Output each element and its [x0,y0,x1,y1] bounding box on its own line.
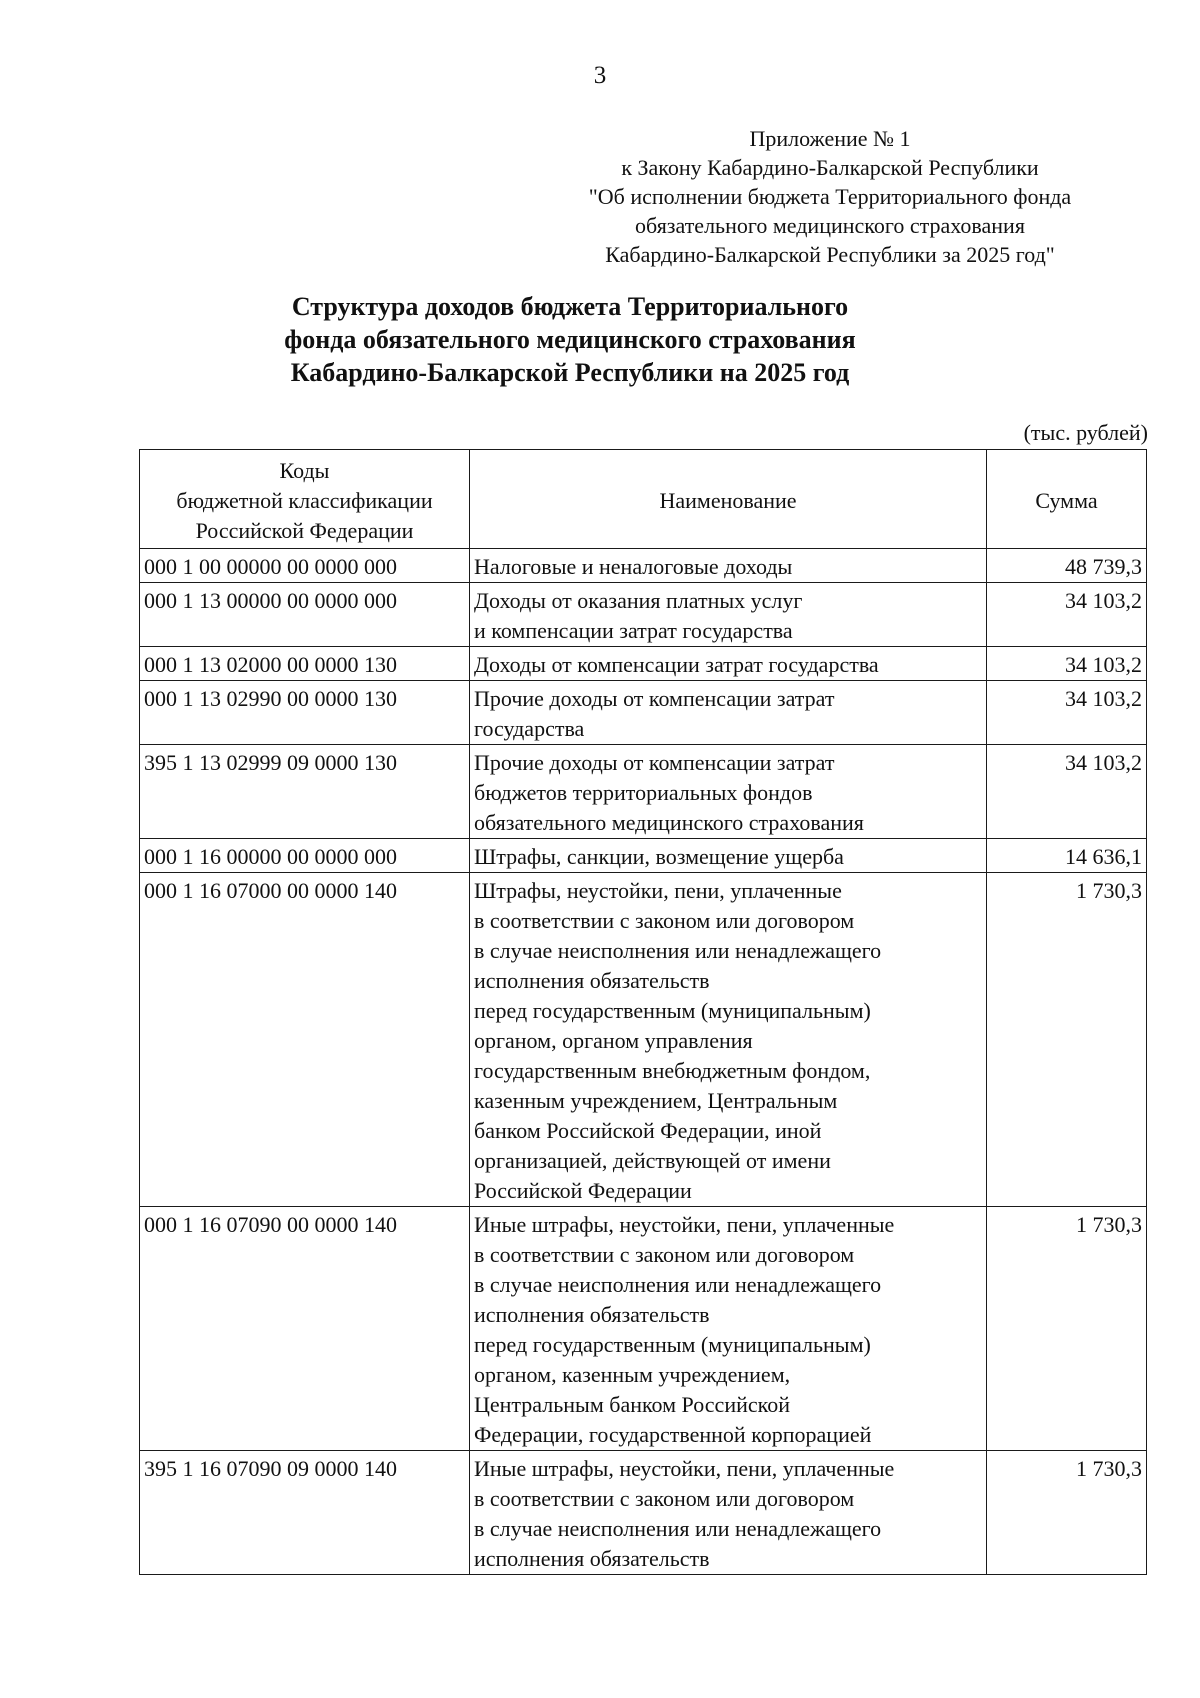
cell-code: 000 1 13 02000 00 0000 130 [140,647,470,681]
cell-sum: 34 103,2 [987,745,1147,839]
cell-sum: 1 730,3 [987,1451,1147,1575]
cell-code: 000 1 13 02990 00 0000 130 [140,681,470,745]
table-row [140,745,1147,839]
table-row [140,647,1147,681]
cell-name-line: в соответствии с законом или договором [474,1242,855,1267]
cell-name-line: исполнения обязательств [474,968,710,993]
table-header-row [140,450,1147,549]
cell-name-line: Федерации, государственной корпорацией [474,1422,872,1447]
cell-name-line: организацией, действующей от имени [474,1148,831,1173]
cell-name [470,583,987,647]
cell-name-line: и компенсации затрат государства [474,618,793,643]
table-row [140,549,1147,583]
cell-name [470,1207,987,1451]
cell-name-line: органом, органом управления [474,1028,753,1053]
cell-name [470,745,987,839]
cell-code: 395 1 13 02999 09 0000 130 [140,745,470,839]
cell-sum: 1 730,3 [987,1207,1147,1451]
title-line: Структура доходов бюджета Территориального [291,292,849,321]
table-row [140,681,1147,745]
header-name: Наименование [470,450,987,549]
cell-name-line: казенным учреждением, Центральным [474,1088,838,1113]
cell-name-line: в случае неисполнения или ненадлежащего [474,1516,882,1541]
page-number: 3 [593,62,607,89]
header-code [140,450,470,549]
title-line: фонда обязательного медицинского страхования [284,325,856,354]
cell-name-line: государственным внебюджетным фондом, [474,1058,871,1083]
header-code-line: Российской Федерации [195,518,414,543]
cell-name-line: бюджетов территориальных фондов [474,780,813,805]
title-line: Кабардино-Балкарской Республики на 2025 год [290,358,850,387]
cell-name-line: Российской Федерации [474,1178,692,1203]
cell-name-line: Прочие доходы от компенсации затрат [474,750,835,775]
cell-name [470,873,987,1207]
cell-name-line: банком Российской Федерации, иной [474,1118,822,1143]
table-row [140,583,1147,647]
cell-code: 000 1 16 07000 00 0000 140 [140,873,470,1207]
table-row [140,1207,1147,1451]
cell-sum: 34 103,2 [987,647,1147,681]
units-label: (тыс. рублей) [1023,420,1148,445]
cell-sum: 14 636,1 [987,839,1147,873]
cell-sum: 34 103,2 [987,583,1147,647]
cell-name-line: перед государственным (муниципальным) [474,998,871,1023]
cell-name-line: Прочие доходы от компенсации затрат [474,686,835,711]
appendix-line: к Закону Кабардино-Балкарской Республики [621,155,1039,180]
cell-sum: 1 730,3 [987,873,1147,1207]
cell-code: 000 1 16 00000 00 0000 000 [140,839,470,873]
cell-name-line: Доходы от компенсации затрат государства [474,652,879,677]
appendix-line: Приложение № 1 [749,126,911,151]
cell-name-line: Налоговые и неналоговые доходы [474,554,793,579]
cell-name-line: в случае неисполнения или ненадлежащего [474,1272,882,1297]
cell-name-line: органом, казенным учреждением, [474,1362,791,1387]
cell-name [470,681,987,745]
cell-name-line: исполнения обязательств [474,1546,710,1571]
cell-name-line: Доходы от оказания платных услуг [474,588,803,613]
cell-name-line: Иные штрафы, неустойки, пени, уплаченные [474,1212,895,1237]
cell-code: 000 1 00 00000 00 0000 000 [140,549,470,583]
cell-code: 000 1 16 07090 00 0000 140 [140,1207,470,1451]
cell-name-line: в случае неисполнения или ненадлежащего [474,938,882,963]
cell-name [470,549,987,583]
cell-name [470,839,987,873]
cell-name-line: в соответствии с законом или договором [474,908,855,933]
revenue-table [139,449,1147,1575]
cell-name-line: Центральным банком Российской [474,1392,790,1417]
cell-name-line: в соответствии с законом или договором [474,1486,855,1511]
cell-name [470,1451,987,1575]
table-row [140,1451,1147,1575]
cell-sum: 48 739,3 [987,549,1147,583]
cell-name-line: Штрафы, санкции, возмещение ущерба [474,844,844,869]
appendix-line: "Об исполнении бюджета Территориального фонда [588,184,1072,209]
cell-name-line: перед государственным (муниципальным) [474,1332,871,1357]
header-sum: Сумма [987,450,1147,549]
cell-name-line: исполнения обязательств [474,1302,710,1327]
appendix-line: Кабардино-Балкарской Республики за 2025 год" [605,242,1055,267]
appendix-header [540,124,1120,269]
appendix-line: обязательного медицинского страхования [635,213,1025,238]
cell-name-line: Штрафы, неустойки, пени, уплаченные [474,878,842,903]
cell-sum: 34 103,2 [987,681,1147,745]
document-title [140,290,1000,389]
header-code-line: бюджетной классификации [176,488,433,513]
cell-code: 395 1 16 07090 09 0000 140 [140,1451,470,1575]
cell-name-line: Иные штрафы, неустойки, пени, уплаченные [474,1456,895,1481]
cell-name-line: государства [474,716,585,741]
table-row [140,873,1147,1207]
cell-name-line: обязательного медицинского страхования [474,810,864,835]
table-row [140,839,1147,873]
table-body [140,549,1147,1575]
cell-code: 000 1 13 00000 00 0000 000 [140,583,470,647]
header-code-line: Коды [279,458,330,483]
cell-name [470,647,987,681]
